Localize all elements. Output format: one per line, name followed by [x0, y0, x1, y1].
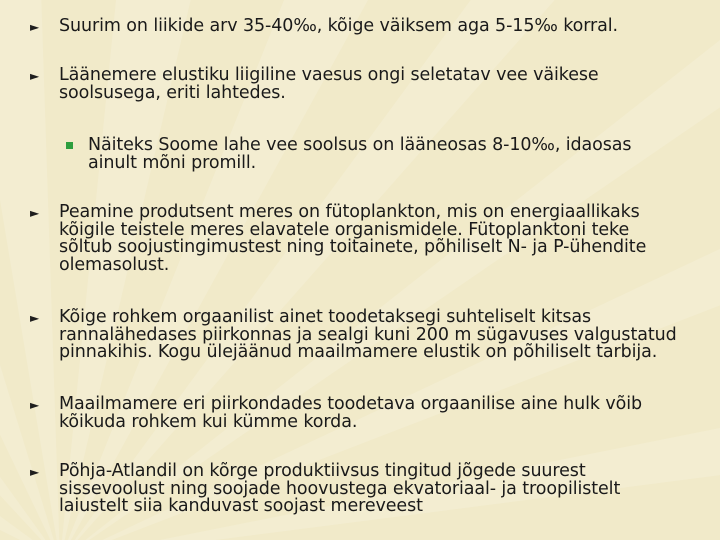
triangle-right-icon: ►: [30, 20, 40, 34]
bullet-item: [30, 396, 700, 431]
sub-bullet-item: [66, 137, 686, 172]
bullet-item: [30, 309, 700, 362]
sub-bullet-text: Näiteks Soome lahe vee soolsus on lääneosas 8-10‰, idaosas ainult mõni promill.: [88, 135, 632, 173]
bullet-item: [30, 67, 700, 102]
bullet-text: Põhja-Atlandil on kõrge produktiivsus tingitud jõgede suurest sissevoolust ning soojade hoovustega ekvatoriaal- ja troopilistelt laiustelt siia kanduvast soojast mereveest: [59, 461, 621, 516]
bullet-text: Maailmamere eri piirkondades toodetava orgaanilise aine hulk võib kõikuda rohkem kui kümme korda.: [59, 394, 643, 432]
triangle-right-icon: ►: [30, 69, 40, 83]
bullet-text: Peamine produtsent meres on fütoplankton, mis on energiaallikaks kõigile teistele meres elavatele organismidele. Fütoplanktoni teke sõltub soojustingimustest ning toitainete, põhiliselt N- ja P-ühendite olemasolust.: [59, 202, 647, 275]
bullet-text: Suurim on liikide arv 35-40‰, kõige väiksem aga 5-15‰ korral.: [59, 16, 618, 36]
bullet-text: Läänemere elustiku liigiline vaesus ongi seletatav vee väikese soolsusega, eriti lahtedes.: [59, 65, 599, 103]
bullet-item: [30, 463, 700, 516]
bullet-text: Kõige rohkem orgaanilist ainet toodetaksegi suhteliselt kitsas rannalähedases piirkonnas ja sealgi kuni 200 m sügavuses valgustatud pinnakihis. Kogu ülejäänud maailmamere elustik on põhiliselt tarbija.: [59, 307, 677, 362]
bullet-item: [30, 18, 700, 36]
triangle-right-icon: ►: [30, 398, 40, 412]
bullet-item: [30, 204, 700, 274]
triangle-right-icon: ►: [30, 206, 40, 220]
square-icon: [66, 142, 73, 149]
triangle-right-icon: ►: [30, 311, 40, 325]
triangle-right-icon: ►: [30, 465, 40, 479]
